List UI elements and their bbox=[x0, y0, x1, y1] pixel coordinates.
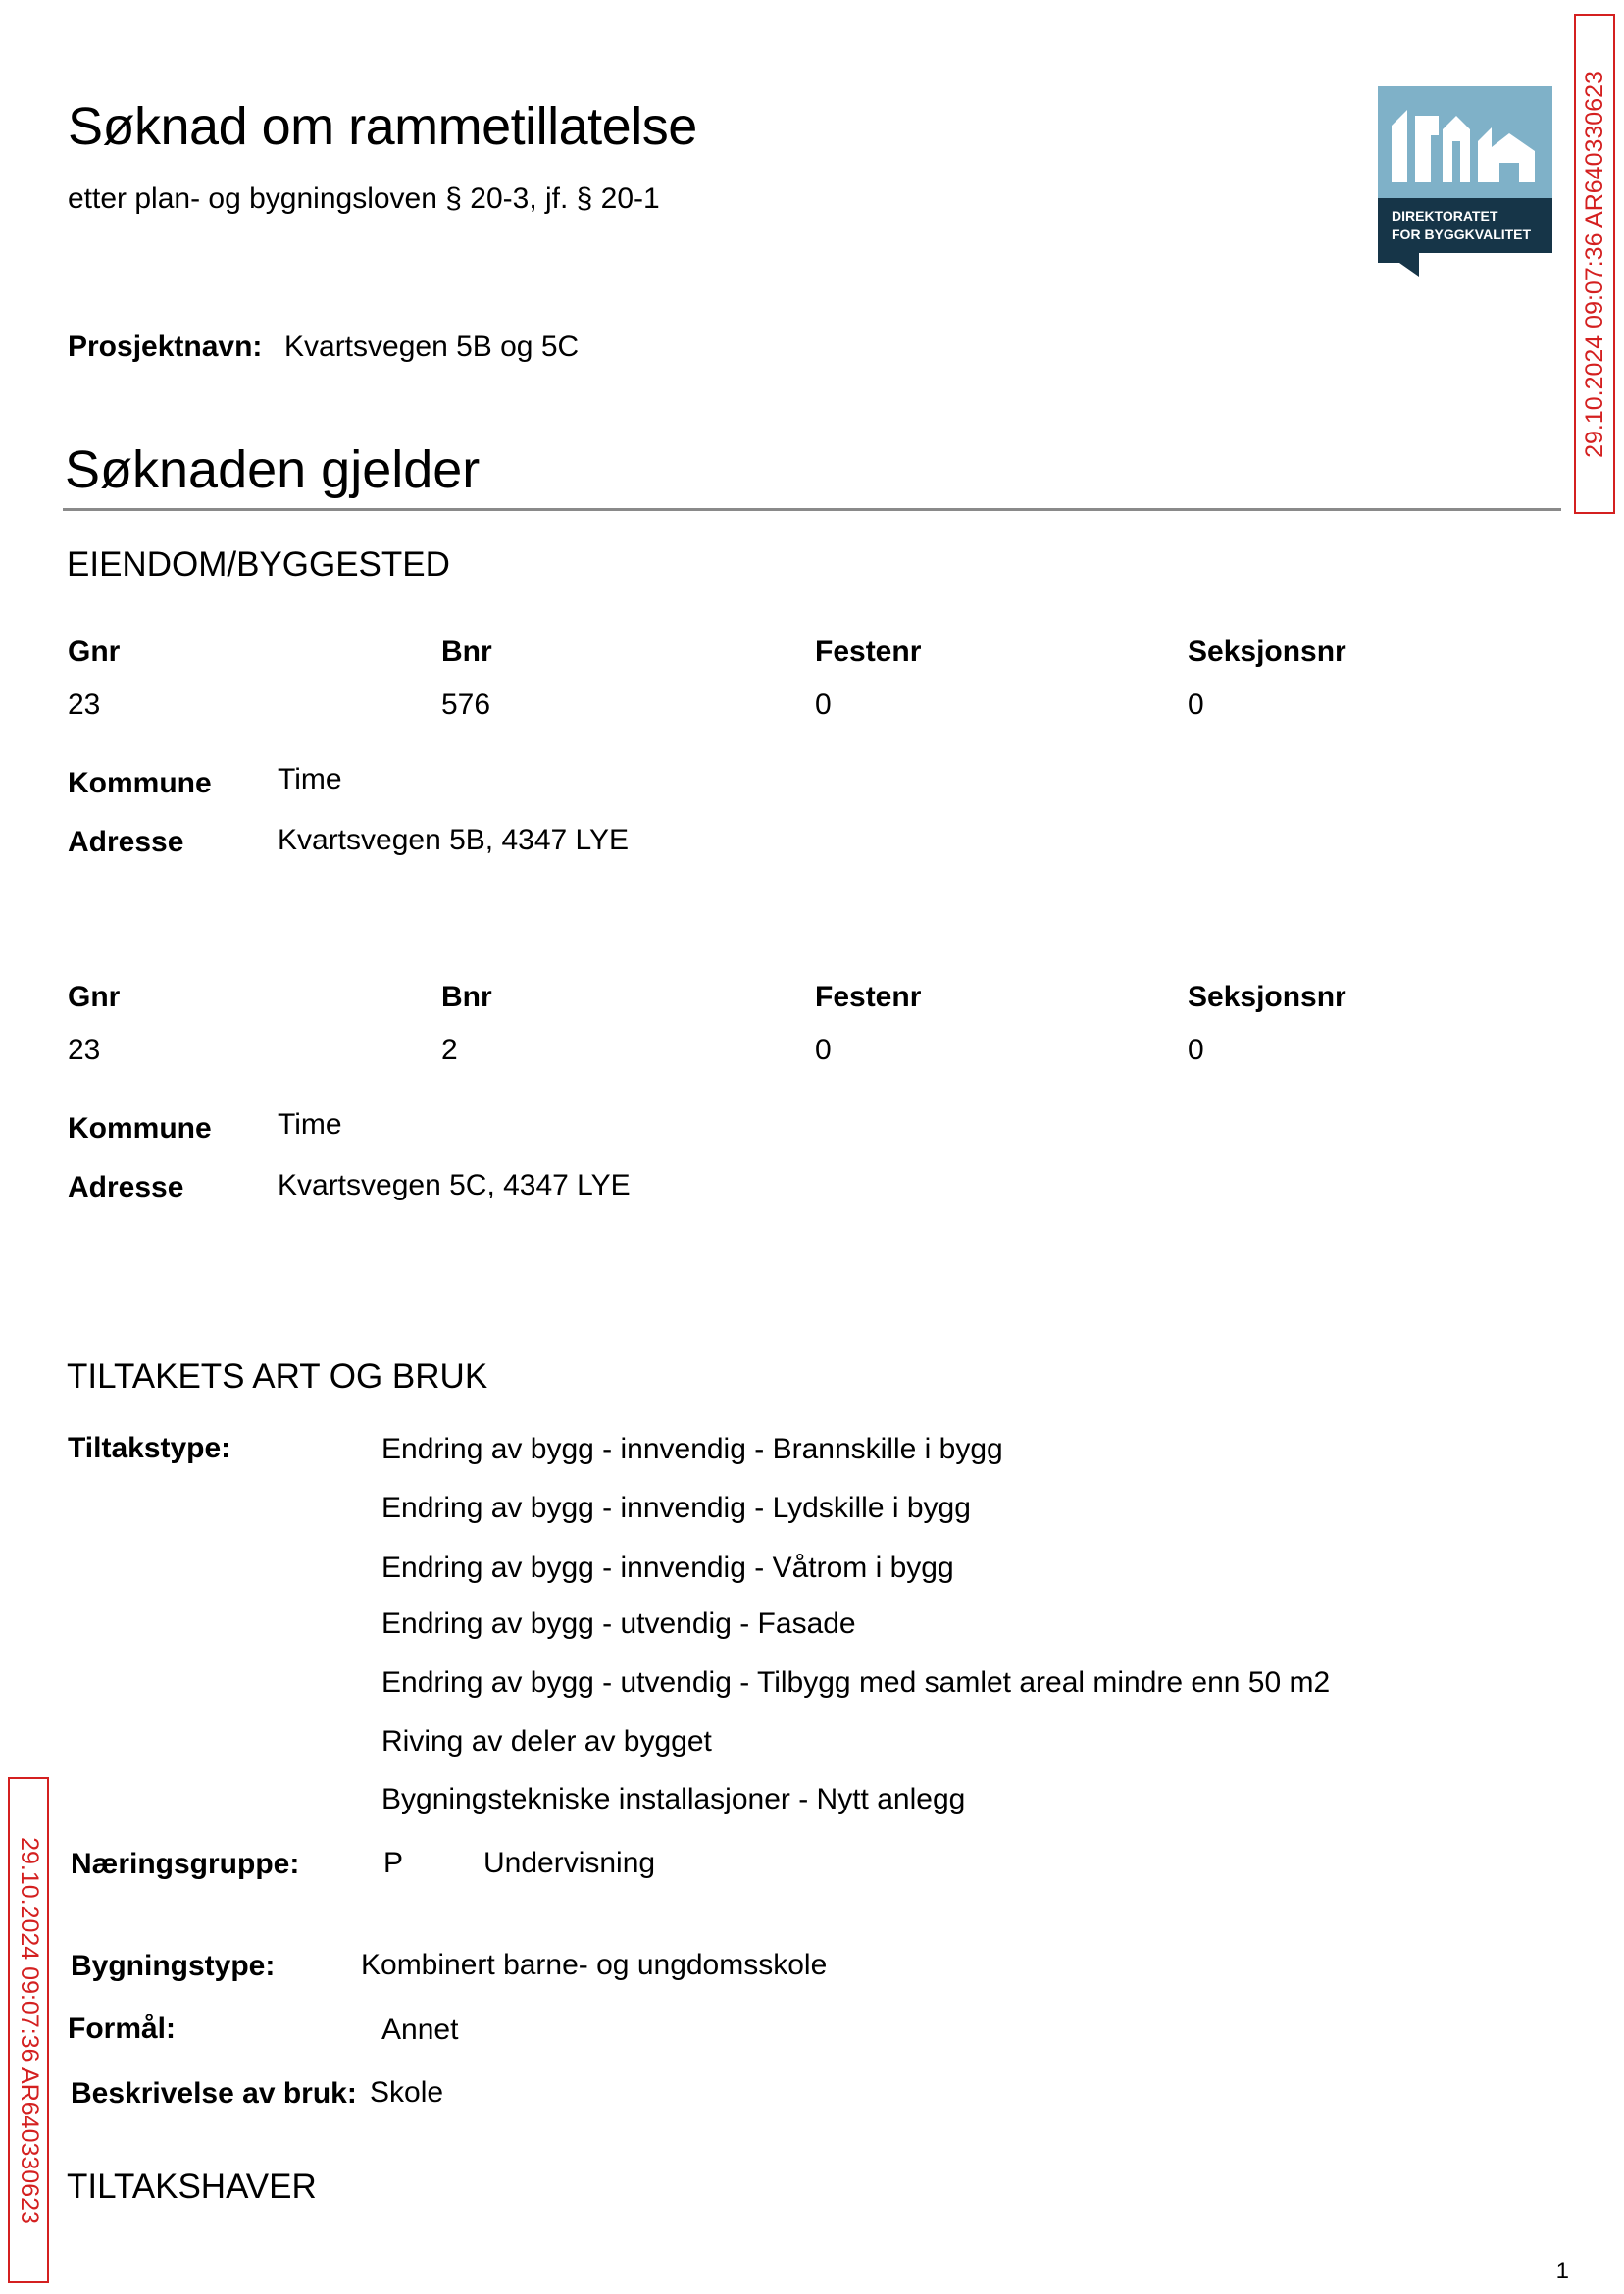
bygningstype-value: Kombinert barne- og ungdomsskole bbox=[361, 1949, 828, 1981]
bruk-value: Skole bbox=[370, 2076, 444, 2109]
bnr-value: 2 bbox=[441, 1034, 458, 1066]
page-number: 1 bbox=[1555, 2258, 1569, 2284]
gnr-value: 23 bbox=[68, 688, 101, 721]
formal-label: Formål: bbox=[68, 2013, 177, 2045]
tiltak-heading: TILTAKETS ART OG BRUK bbox=[67, 1357, 488, 1396]
gnr-label: Gnr bbox=[68, 636, 121, 668]
tiltakshaver-heading: TILTAKSHAVER bbox=[67, 2167, 317, 2206]
tiltakstype-item: Riving av deler av bygget bbox=[381, 1725, 712, 1758]
naeringsgruppe-label: Næringsgruppe: bbox=[71, 1848, 300, 1880]
bygningstype-label: Bygningstype: bbox=[71, 1950, 276, 1982]
svg-text:DIREKTORATET: DIREKTORATET bbox=[1392, 208, 1498, 224]
document-subtitle: etter plan- og bygningsloven § 20-3, jf. § 20-1 bbox=[68, 182, 660, 215]
naeringsgruppe-code: P bbox=[383, 1847, 404, 1879]
kommune-label: Kommune bbox=[68, 1112, 212, 1145]
festenr-label: Festenr bbox=[815, 981, 922, 1013]
project-name-label: Prosjektnavn: bbox=[68, 331, 263, 363]
tiltakstype-item: Endring av bygg - utvendig - Tilbygg med samlet areal mindre enn 50 m2 bbox=[381, 1666, 1331, 1699]
formal-value: Annet bbox=[381, 2014, 459, 2046]
bruk-label: Beskrivelse av bruk: bbox=[71, 2077, 357, 2110]
received-stamp-top bbox=[1574, 14, 1615, 514]
dibk-logo bbox=[1378, 86, 1552, 277]
tiltakstype-item: Bygningstekniske installasjoner - Nytt anlegg bbox=[381, 1783, 966, 1815]
document-title: Søknad om rammetillatelse bbox=[68, 97, 697, 156]
tiltakstype-item: Endring av bygg - innvendig - Våtrom i bygg bbox=[381, 1552, 954, 1584]
bnr-label: Bnr bbox=[441, 636, 492, 668]
festenr-value: 0 bbox=[815, 1034, 832, 1066]
adresse-value: Kvartsvegen 5B, 4347 LYE bbox=[278, 824, 630, 856]
festenr-label: Festenr bbox=[815, 636, 922, 668]
section-divider bbox=[63, 508, 1561, 511]
seksjonsnr-value: 0 bbox=[1188, 688, 1204, 721]
festenr-value: 0 bbox=[815, 688, 832, 721]
seksjonsnr-value: 0 bbox=[1188, 1034, 1204, 1066]
adresse-label: Adresse bbox=[68, 826, 184, 858]
kommune-label: Kommune bbox=[68, 767, 212, 799]
bnr-label: Bnr bbox=[441, 981, 492, 1013]
seksjonsnr-label: Seksjonsnr bbox=[1188, 636, 1346, 668]
project-name-value: Kvartsvegen 5B og 5C bbox=[284, 331, 580, 363]
tiltakstype-item: Endring av bygg - innvendig - Lydskille i bygg bbox=[381, 1492, 971, 1524]
property-heading: EIENDOM/BYGGESTED bbox=[67, 545, 450, 584]
seksjonsnr-label: Seksjonsnr bbox=[1188, 981, 1346, 1013]
stamp-text: 29.10.2024 09:07:36 AR640330623 bbox=[1580, 70, 1608, 458]
received-stamp-left bbox=[8, 1777, 49, 2283]
dibk-logo-icon bbox=[1378, 86, 1552, 277]
naeringsgruppe-value: Undervisning bbox=[483, 1847, 656, 1879]
tiltakstype-item: Endring av bygg - utvendig - Fasade bbox=[381, 1607, 856, 1640]
adresse-value: Kvartsvegen 5C, 4347 LYE bbox=[278, 1169, 631, 1201]
kommune-value: Time bbox=[278, 763, 342, 795]
gnr-label: Gnr bbox=[68, 981, 121, 1013]
kommune-value: Time bbox=[278, 1108, 342, 1141]
svg-text:FOR BYGGKVALITET: FOR BYGGKVALITET bbox=[1392, 227, 1532, 242]
tiltakstype-item: Endring av bygg - innvendig - Brannskille i bygg bbox=[381, 1433, 1003, 1465]
section-title: Søknaden gjelder bbox=[65, 440, 481, 499]
tiltakstype-label: Tiltakstype: bbox=[68, 1432, 231, 1464]
adresse-label: Adresse bbox=[68, 1171, 184, 1203]
gnr-value: 23 bbox=[68, 1034, 101, 1066]
stamp-text: 29.10.2024 09:07:36 AR640330623 bbox=[15, 1836, 43, 2224]
bnr-value: 576 bbox=[441, 688, 491, 721]
